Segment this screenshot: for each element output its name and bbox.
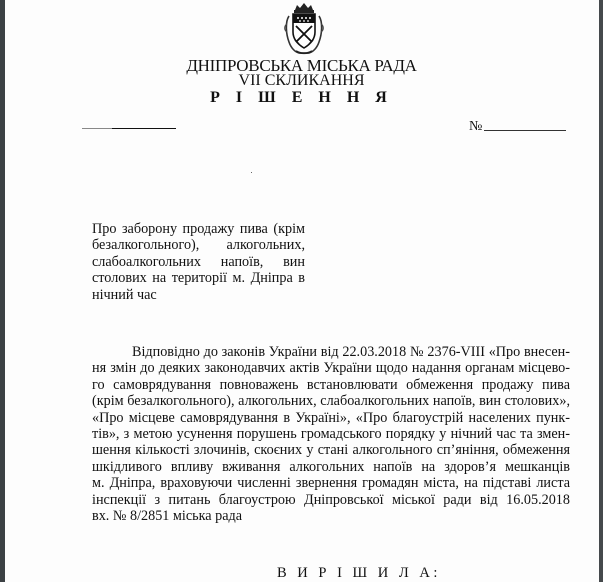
coat-of-arms-icon [283, 2, 325, 56]
number-label: № [469, 119, 483, 134]
document-type-heading: Р І Ш Е Н Н Я [210, 89, 393, 106]
convocation-label: VII СКЛИКАННЯ [238, 72, 365, 89]
decision-subject: Про заборону продажу пива (крім безалкогольного), алкогольних, слабоалкогольних напоїв, вин столових на території м. Дніпра в нічний час [92, 221, 305, 303]
resolution-heading: В И Р І Ш И Л А: [277, 565, 441, 581]
preamble-line: (крім безалкогольного), алкогольних, слабоалкогольних напоїв, вин столових», [92, 393, 570, 410]
date-blank-line [82, 128, 176, 129]
preamble-line: інспекції з питань благоустрою Дніпровської міської ради від 16.05.2018 [92, 491, 570, 508]
preamble-line: ня змін до деяких законодавчих актів України щодо надання органам місцево- [92, 360, 570, 377]
preamble-paragraph [92, 344, 570, 524]
preamble-line: шення кількості злочинів, скоєних у стані алкогольного сп’яніння, обмеження [92, 442, 570, 459]
council-name: ДНІПРОВСЬКА МІСЬКА РАДА [186, 56, 417, 75]
preamble-line: м. Дніпра, враховуючи численні звернення громадян міста, на підставі листа [92, 475, 570, 492]
preamble-line: го самоврядування повноважень встановлювати обмеження продажу пива [92, 376, 570, 393]
scan-speck [251, 172, 252, 173]
preamble-line: «Про місцеве самоврядування в Україні», «Про благоустрій населених пунк- [92, 409, 570, 426]
number-blank-line [484, 130, 566, 131]
preamble-line: тів», з метою усунення порушень громадського порядку у нічний час та змен- [92, 426, 570, 443]
preamble-line: шкідливого впливу вживання алкогольних напоїв на здоров’я мешканців [92, 458, 570, 475]
preamble-line: Відповідно до законів України від 22.03.2018 № 2376-VIII «Про внесен- [132, 344, 570, 360]
preamble-line: вх. № 8/2851 міська рада [92, 508, 243, 525]
